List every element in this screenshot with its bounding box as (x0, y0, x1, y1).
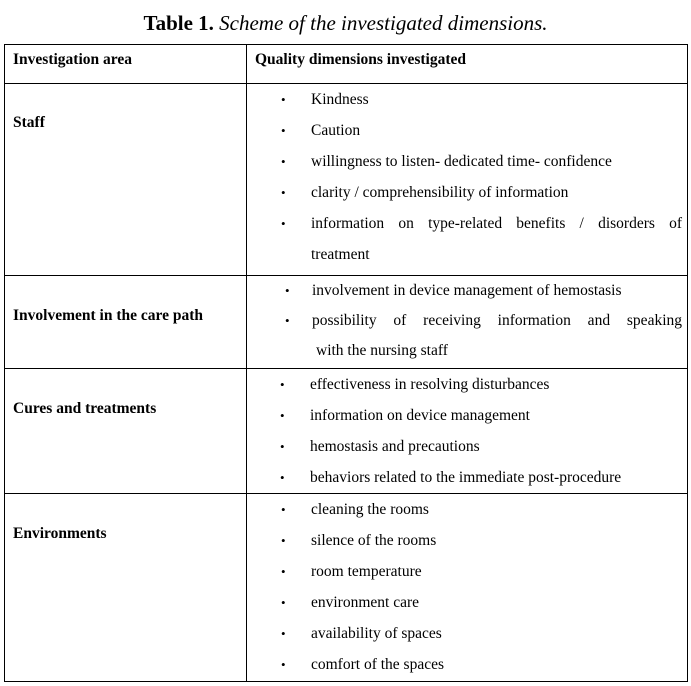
dimension-text: treatment (311, 246, 370, 263)
area-cell (5, 84, 247, 276)
bullet-icon: • (285, 283, 290, 298)
bullet-icon: • (280, 470, 285, 485)
dimension-text: Caution (311, 122, 361, 139)
items-cell (247, 369, 688, 494)
list-item (247, 276, 682, 306)
bullet-icon: • (281, 185, 286, 200)
table-header-row (5, 45, 688, 84)
dimension-list (247, 276, 682, 366)
list-item (247, 400, 682, 431)
list-item (247, 618, 682, 649)
dimensions-table (4, 44, 688, 682)
list-item (247, 177, 682, 208)
bullet-icon: • (281, 502, 286, 517)
table-row (5, 369, 688, 494)
dimension-text: involvement in device management of hemostasis (312, 282, 622, 299)
dimension-text: information on type-related benefits / disorders of (311, 215, 682, 232)
bullet-icon: • (281, 123, 286, 138)
list-item (247, 494, 682, 525)
dimension-text: cleaning the rooms (311, 501, 429, 518)
items-cell (247, 276, 688, 369)
items-cell (247, 494, 688, 682)
bullet-icon: • (285, 313, 290, 328)
list-item (247, 115, 682, 146)
area-cell (5, 276, 247, 369)
bullet-icon: • (281, 564, 286, 579)
table-row (5, 84, 688, 276)
list-item (247, 84, 682, 115)
dimension-list (247, 84, 682, 270)
bullet-icon: • (280, 439, 285, 454)
dimension-text: clarity / comprehensibility of information (311, 184, 569, 201)
area-cell (5, 369, 247, 494)
items-cell (247, 84, 688, 276)
list-item (247, 525, 682, 556)
list-item-continuation (247, 336, 682, 366)
dimension-text: with the nursing staff (316, 342, 448, 359)
dimension-text: availability of spaces (311, 625, 442, 642)
area-label-staff: Staff (13, 114, 45, 131)
bullet-icon: • (280, 377, 285, 392)
dimension-text: comfort of the spaces (311, 656, 444, 673)
list-item (247, 462, 682, 493)
dimension-text: hemostasis and precautions (310, 438, 480, 455)
table-row (5, 494, 688, 682)
dimension-text: willingness to listen- dedicated time- confidence (311, 153, 612, 170)
list-item (247, 431, 682, 462)
table-number: Table 1. (143, 11, 214, 35)
area-label-cures: Cures and treatments (13, 400, 157, 417)
list-item (247, 649, 682, 680)
area-cell (5, 494, 247, 682)
table-row (5, 276, 688, 369)
area-label-environments: Environments (13, 525, 107, 542)
header-investigation-area: Investigation area (5, 45, 247, 84)
bullet-icon: • (281, 626, 286, 641)
dimension-text: silence of the rooms (311, 532, 437, 549)
bullet-icon: • (281, 595, 286, 610)
dimension-text: effectiveness in resolving disturbances (310, 376, 550, 393)
list-item (247, 208, 682, 239)
table-title: Scheme of the investigated dimensions. (219, 11, 548, 35)
dimension-text: information on device management (310, 407, 530, 424)
bullet-icon: • (281, 92, 286, 107)
bullet-icon: • (281, 216, 286, 231)
list-item (247, 306, 682, 336)
list-item (247, 587, 682, 618)
dimension-text: possibility of receiving information and speaking (312, 312, 682, 329)
list-item-continuation (247, 239, 682, 270)
list-item (247, 556, 682, 587)
bullet-icon: • (281, 657, 286, 672)
list-item (247, 146, 682, 177)
dimension-list (247, 494, 682, 680)
table-caption (0, 10, 691, 36)
bullet-icon: • (280, 408, 285, 423)
dimension-list (247, 369, 682, 493)
dimension-text: Kindness (311, 91, 369, 108)
dimension-text: environment care (311, 594, 420, 611)
dimension-text: behaviors related to the immediate post-procedure (310, 469, 622, 486)
header-quality-dimensions: Quality dimensions investigated (247, 45, 688, 84)
bullet-icon: • (281, 154, 286, 169)
dimension-text: room temperature (311, 563, 422, 580)
list-item (247, 369, 682, 400)
area-label-involvement: Involvement in the care path (13, 307, 204, 324)
bullet-icon: • (281, 533, 286, 548)
